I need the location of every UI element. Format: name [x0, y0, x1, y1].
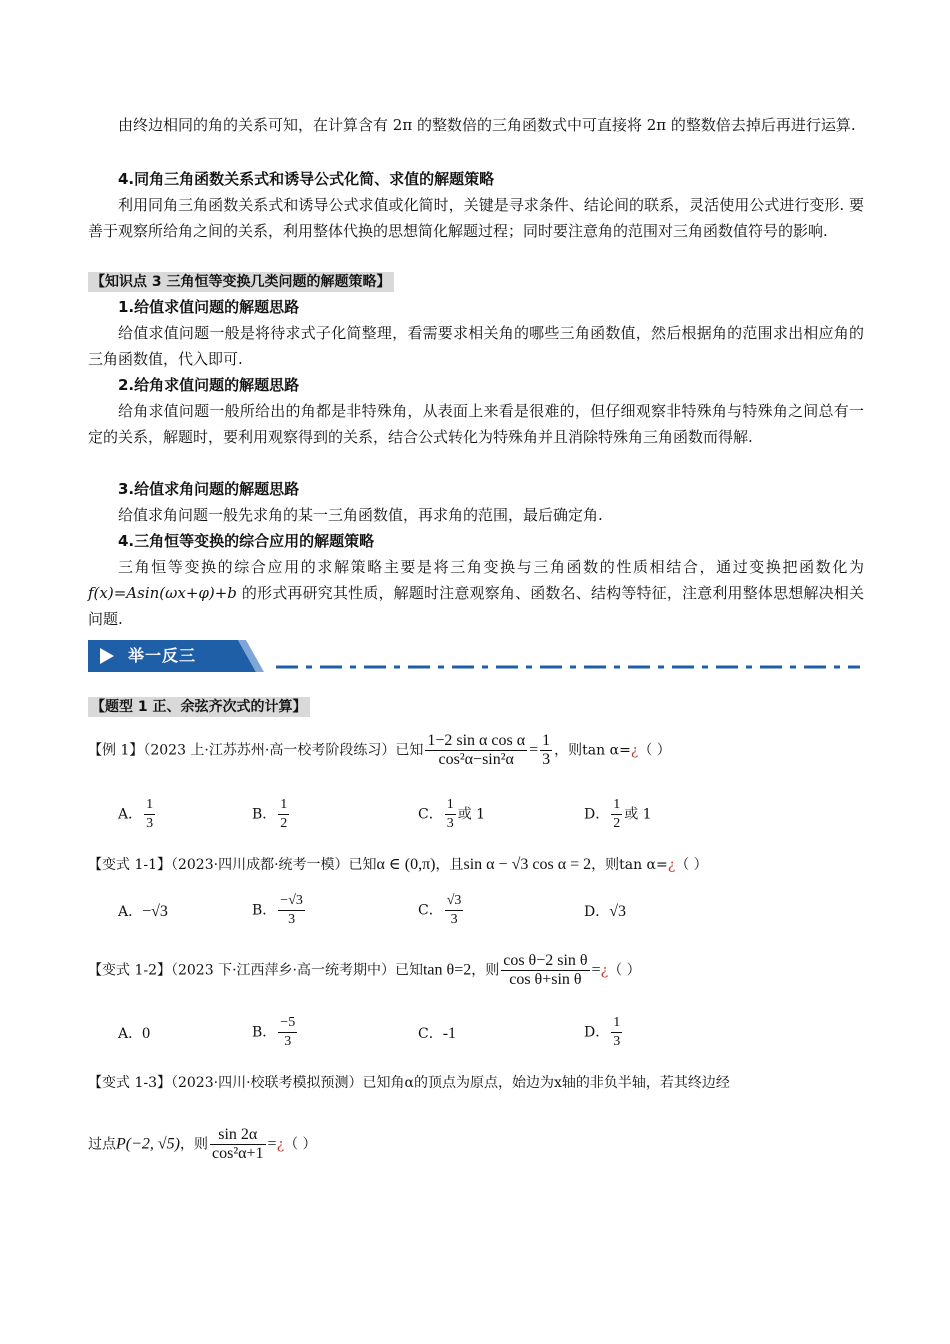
example-1-option-c[interactable]	[418, 796, 485, 833]
option-value: −√3	[142, 903, 168, 920]
heading-given-value-angle: 3.给值求角问题的解题思路	[118, 480, 300, 498]
condition: tan θ=2	[422, 961, 472, 979]
example-1-result-fraction	[540, 732, 552, 769]
variant-1-1-prefix: 【变式 1-1】（2023·四川成都·统考一模）已知	[88, 857, 377, 873]
paragraph-given-value-value: 给值求值问题一般是将待求式子化简整理，看需要求相关角的哪些三角函数值，然后根据角的范围求出相应角的三角函数值，代入即可.	[88, 324, 864, 368]
fraction-numerator: 1	[445, 796, 456, 815]
example-1-option-a[interactable]	[118, 796, 157, 833]
answer-blank: （ ）	[608, 962, 641, 979]
option-value: √3	[609, 903, 627, 920]
heading-given-value-value: 1.给值求值问题的解题思路	[118, 298, 300, 316]
fraction-numerator: 1−2 sin α cos α	[427, 732, 526, 749]
fraction-numerator: cos θ−2 sin θ	[503, 952, 588, 969]
fraction-denominator: cos²α−sin²α	[438, 751, 514, 768]
variant-1-2-fraction	[501, 952, 589, 989]
answer-blank: （ ）	[675, 857, 708, 873]
option-tail: 或 1	[457, 806, 486, 823]
variant-1-2-prefix: 【变式 1-2】（2023 下·江西萍乡·高一统考期中）已知	[88, 962, 423, 979]
fraction-denominator: 3	[288, 912, 296, 927]
paragraph-given-angle-value: 给角求值问题一般所给出的角都是非特殊角，从表面上来看是很难的，但仔细观察非特殊角与特殊角之间总有一定的关系，解题时，要利用观察得到的关系，结合公式转化为特殊角并且消除特殊角三角函数而得解.	[88, 402, 864, 446]
answer-blank: （ ）	[284, 1136, 317, 1153]
option-fraction	[144, 796, 155, 833]
variant-1-3-prefix: 过点	[88, 1136, 116, 1153]
paragraph-comprehensive-part-b: 的形式再研究其性质，解题时注意观察角、函数名、结构等特征，注意利用整体思想解决相关问题.	[88, 584, 864, 628]
example-1-option-d[interactable]	[584, 796, 652, 833]
type-1-title: 【题型 1 正、余弦齐次式的计算】	[88, 697, 310, 717]
variant-1-1-suffix: ，则tan α=	[591, 857, 668, 873]
option-value: -1	[442, 1025, 457, 1042]
fraction-denominator: 2	[613, 816, 621, 831]
option-fraction	[278, 796, 289, 833]
example-1-option-b[interactable]	[252, 796, 291, 833]
fraction-numerator: −√3	[278, 892, 305, 911]
variant-1-2-option-a[interactable]	[118, 1024, 150, 1044]
variant-1-1-option-d[interactable]	[584, 902, 626, 922]
fraction-numerator: 1	[144, 796, 155, 815]
option-label: D．	[584, 806, 610, 823]
fraction-denominator: cos²α+1	[212, 1145, 264, 1162]
variant-1-2-option-b[interactable]	[252, 1014, 299, 1051]
example-1-suffix: ，则tan α=	[554, 742, 631, 759]
intro-paragraph-2: 利用同角三角函数关系式和诱导公式求值或化简时，关键是寻求条件、结论间的联系，灵活使用公式进行变形. 要善于观察所给角之间的关系，利用整体代换的思想简化解题过程；同时要注意角的范围对三角函数值符号的影响.	[88, 196, 864, 240]
answer-blank: （ ）	[638, 742, 671, 759]
example-1-prefix: 【例 1】（2023 上·江苏苏州·高一校考阶段练习）已知	[88, 742, 424, 759]
question-mark: ¿	[630, 742, 639, 759]
variant-1-1-option-b[interactable]	[252, 892, 307, 929]
variant-1-3-line-1: 【变式 1-3】（2023·四川·校联考模拟预测）已知角α的顶点为原点，始边为x轴的非负半轴，若其终边经	[88, 1075, 730, 1091]
fraction-numerator: √3	[445, 892, 464, 911]
example-1-question	[88, 732, 671, 769]
variant-1-1-option-c[interactable]	[418, 892, 465, 929]
variant-1-2-mid: ，则	[471, 962, 500, 979]
banner-label: 举一反三	[128, 646, 197, 665]
option-fraction	[278, 1014, 297, 1051]
question-mark: ¿	[600, 962, 609, 979]
variant-1-1-option-a[interactable]	[118, 902, 168, 922]
angle-range: α ∈ (0,π)	[376, 856, 436, 873]
option-label: A．	[118, 1026, 143, 1042]
option-label: B．	[252, 902, 277, 919]
variant-1-1-mid: ，且	[435, 857, 464, 873]
paragraph-given-value-angle: 给值求角问题一般先求角的某一三角函数值，再求角的范围，最后确定角.	[118, 506, 603, 524]
fraction-numerator: sin 2α	[210, 1126, 266, 1145]
option-fraction	[611, 796, 622, 833]
option-fraction	[445, 892, 464, 929]
option-tail: 或 1	[624, 806, 652, 823]
variant-1-2-option-d[interactable]	[584, 1014, 624, 1051]
example-1-fraction	[425, 732, 527, 769]
fraction-denominator: 3	[146, 816, 154, 831]
option-fraction	[278, 892, 305, 929]
point-coordinates: P(−2, √5)	[116, 1135, 181, 1153]
variant-1-3-fraction	[210, 1126, 266, 1163]
fraction-numerator: 1	[542, 732, 551, 749]
intro-paragraph-1: 由终边相同的角的关系可知，在计算含有 2π 的整数倍的三角函数式中可直接将 2π 的整数倍去掉后再进行运算.	[118, 116, 856, 134]
fraction-denominator: 3	[542, 751, 551, 768]
heading-comprehensive: 4.三角恒等变换的综合应用的解题策略	[118, 532, 375, 550]
paragraph-comprehensive	[88, 554, 864, 632]
fraction-denominator: cos θ+sin θ	[509, 971, 582, 988]
option-label: C．	[418, 806, 443, 823]
option-label: B．	[252, 1024, 277, 1041]
function-form: f(x)=Asin(ωx+φ)+b	[88, 584, 237, 602]
option-label: C．	[418, 1026, 443, 1042]
option-value: 0	[142, 1025, 151, 1042]
fraction-denominator: 3	[613, 1034, 621, 1049]
fraction-numerator: 1	[611, 796, 622, 815]
paragraph-comprehensive-part-a: 三角恒等变换的综合应用的求解策略主要是将三角变换与三角函数的性质相结合，通过变换把函数化为	[118, 558, 864, 576]
option-fraction	[611, 1014, 622, 1051]
variant-1-1-question	[88, 854, 708, 876]
variant-1-3-mid: ，则	[180, 1136, 209, 1153]
section-knowledge-3-title: 【知识点 3 三角恒等变换几类问题的解题策略】	[88, 272, 394, 292]
section-banner	[88, 636, 264, 672]
option-label: A．	[118, 904, 143, 920]
fraction-numerator: 1	[611, 1014, 622, 1033]
fraction-denominator: 3	[450, 912, 458, 927]
heading-strategy-4: 4.同角三角函数关系式和诱导公式化简、求值的解题策略	[118, 170, 495, 188]
fraction-numerator: −5	[278, 1014, 297, 1033]
option-label: C．	[418, 902, 443, 919]
equals-sign: =	[267, 1135, 277, 1153]
option-fraction	[445, 796, 456, 833]
variant-1-3-line-2	[88, 1126, 317, 1163]
question-mark: ¿	[667, 857, 676, 873]
equals-sign: =	[591, 961, 601, 979]
variant-1-2-question	[88, 952, 641, 989]
option-label: D．	[584, 1024, 610, 1041]
equation: sin α − √3 cos α = 2	[463, 856, 592, 873]
equals-sign: =	[529, 741, 539, 759]
option-label: B．	[252, 806, 277, 823]
fraction-numerator: 1	[278, 796, 289, 815]
variant-1-2-option-c[interactable]	[418, 1024, 456, 1044]
option-label: A．	[118, 806, 143, 823]
fraction-denominator: 3	[446, 816, 454, 831]
fraction-denominator: 2	[280, 816, 288, 831]
banner-dash-line	[276, 665, 860, 669]
fraction-denominator: 3	[284, 1034, 292, 1049]
heading-given-angle-value: 2.给角求值问题的解题思路	[118, 376, 300, 394]
question-mark: ¿	[276, 1136, 285, 1153]
option-label: D．	[584, 904, 610, 920]
